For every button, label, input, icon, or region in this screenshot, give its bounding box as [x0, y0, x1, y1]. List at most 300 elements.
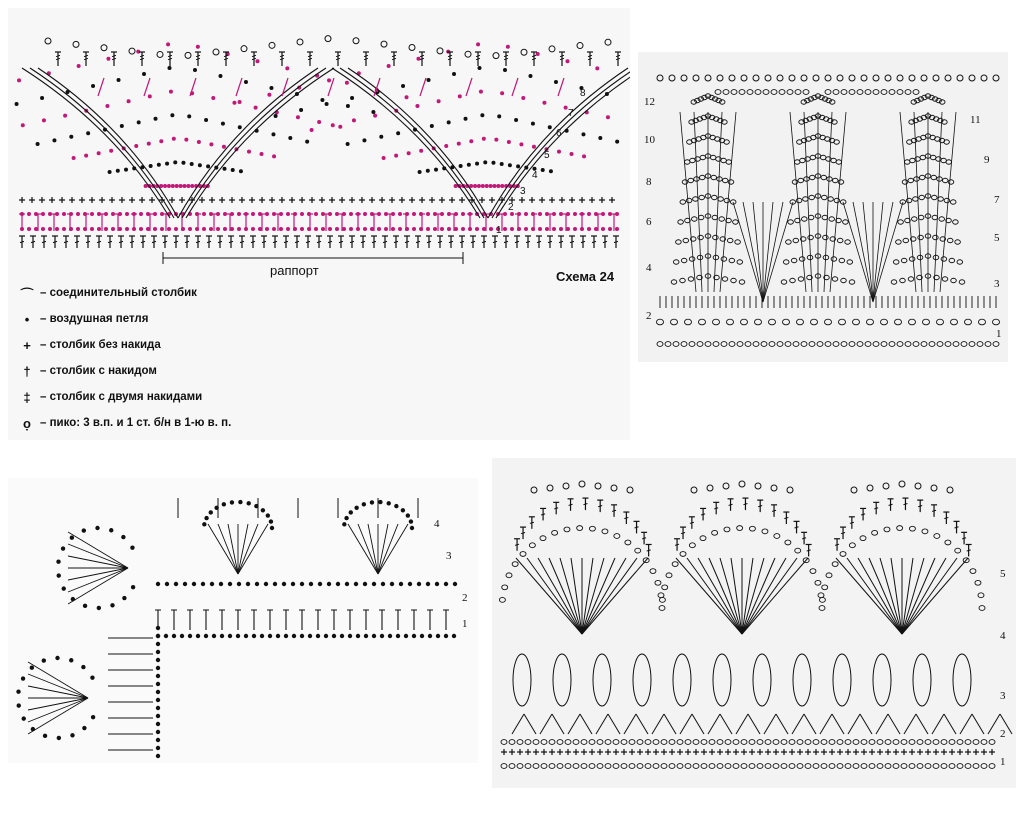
chain-stitch	[917, 740, 923, 745]
chain-stitch	[650, 569, 656, 574]
double-crochet	[460, 241, 464, 242]
chain-stitch	[489, 227, 493, 231]
chain-stitch	[127, 99, 131, 103]
pineapple-rib	[680, 112, 696, 292]
treble-crochet-icon: ‡	[23, 389, 31, 405]
picot	[707, 485, 713, 491]
chain-stitch	[452, 72, 456, 76]
chain-stitch	[516, 164, 520, 168]
chain-stitch	[860, 536, 866, 541]
chain-stitch	[831, 257, 837, 261]
chain-stitch	[552, 227, 556, 231]
chain-stitch	[387, 64, 391, 68]
chain-stitch	[378, 500, 382, 504]
chain-stitch	[125, 212, 129, 216]
double-crochet	[903, 503, 907, 504]
shell-rib	[238, 524, 258, 574]
double-crochet	[624, 517, 628, 518]
double-crochet	[196, 58, 200, 59]
chain-stitch	[933, 235, 939, 239]
chain-stitch	[881, 342, 887, 347]
chain-stitch	[797, 319, 804, 325]
chain-stitch	[657, 342, 663, 347]
chain-stitch	[270, 526, 274, 530]
chain-stitch	[148, 94, 152, 98]
chain-stitch	[409, 519, 413, 523]
chain-stitch	[190, 184, 194, 188]
chain-stitch	[549, 169, 553, 173]
chain-stitch	[809, 342, 815, 347]
chain-stitch	[781, 280, 787, 284]
chain-stitch	[881, 90, 887, 95]
double-crochet	[841, 533, 845, 534]
chain-stitch	[362, 502, 366, 506]
v-stitch	[792, 714, 804, 734]
chain-stitch	[467, 163, 471, 167]
chain-stitch	[16, 689, 20, 693]
chain-stitch	[461, 227, 465, 231]
petal	[913, 654, 931, 706]
chain-stitch	[726, 160, 732, 164]
chain-stitch	[77, 64, 81, 68]
chain-stitch	[20, 212, 24, 216]
chain-stitch	[680, 278, 686, 282]
double-crochet	[350, 241, 354, 242]
fan-rib	[858, 558, 902, 634]
chain-stitch	[721, 257, 727, 261]
chain-stitch	[685, 740, 691, 745]
double-crochet	[541, 514, 545, 515]
chain-stitch	[17, 703, 21, 707]
v-stitch	[776, 714, 788, 734]
chain-stitch	[514, 118, 518, 122]
fan-rib	[742, 558, 786, 634]
shell-rib	[378, 524, 398, 574]
double-crochet	[86, 241, 90, 242]
chain-stitch	[689, 257, 695, 261]
chain-stitch	[435, 582, 439, 586]
chain-stitch	[104, 212, 108, 216]
chain-stitch	[327, 78, 331, 82]
chain-stitch	[475, 162, 479, 166]
chain-stitch	[222, 502, 226, 506]
chain-stitch	[597, 740, 603, 745]
chain-stitch	[436, 634, 440, 638]
chain-stitch	[957, 764, 963, 769]
corner-edging-panel	[8, 478, 478, 763]
chain-stitch	[969, 342, 975, 347]
chain-stitch	[942, 178, 948, 182]
chain-stitch	[36, 142, 40, 146]
double-crochet	[642, 538, 646, 539]
chain-stitch	[602, 529, 608, 534]
shell-rib	[68, 532, 128, 568]
fan-rib	[902, 558, 968, 634]
v-stitch	[860, 714, 872, 734]
chain-stitch	[500, 184, 504, 188]
chain-stitch	[156, 682, 160, 686]
chain-stitch	[761, 342, 767, 347]
chain-stitch	[349, 227, 353, 231]
double-crochet	[361, 241, 365, 242]
double-crochet	[729, 504, 733, 505]
chain-stitch	[139, 212, 143, 216]
chain-stitch	[230, 227, 234, 231]
chain-stitch	[825, 319, 832, 325]
v-stitch	[932, 714, 944, 734]
chain-stitch	[833, 342, 839, 347]
chain-stitch	[363, 227, 367, 231]
picot	[825, 75, 831, 81]
row-number-4: 4	[434, 518, 440, 530]
double-crochet	[140, 58, 144, 59]
chain-stitch	[573, 764, 579, 769]
picot	[849, 75, 855, 81]
chain-stitch	[228, 582, 232, 586]
chain-stitch	[17, 78, 21, 82]
chain-stitch	[693, 740, 699, 745]
chain-stitch	[160, 212, 164, 216]
chain-stitch	[84, 154, 88, 158]
chain-stitch	[483, 160, 487, 164]
scheme-title: Схема 24	[556, 269, 615, 284]
chain-stitch	[387, 501, 391, 505]
double-crochet	[364, 58, 368, 59]
pineapple-rib	[940, 112, 956, 292]
chain-stitch	[837, 764, 843, 769]
chain-stitch	[316, 634, 320, 638]
chain-stitch	[324, 634, 328, 638]
chain-stitch	[733, 220, 739, 224]
chain-stitch	[265, 212, 269, 216]
chain-stitch	[528, 74, 532, 78]
chain-stitch	[937, 342, 943, 347]
petal	[833, 654, 851, 706]
chain-stitch	[938, 197, 944, 201]
chain-stitch	[701, 740, 707, 745]
chain-stitch	[749, 526, 755, 531]
chain-stitch	[381, 582, 385, 586]
chain-stitch	[538, 212, 542, 216]
chain-stitch	[508, 163, 512, 167]
chain-stitch	[219, 582, 223, 586]
chain-stitch	[629, 740, 635, 745]
row-number-mark: 5	[544, 150, 550, 161]
chain-stitch	[989, 740, 995, 745]
chain-stitch	[482, 137, 486, 141]
chain-stitch	[676, 240, 682, 244]
chain-stitch	[269, 86, 273, 90]
fan-rib	[733, 202, 763, 302]
chain-stitch	[755, 90, 761, 95]
chain-stitch-icon: •	[24, 311, 30, 327]
chain-stitch	[70, 733, 74, 737]
chain-stitch	[212, 634, 216, 638]
chain-stitch	[796, 198, 802, 202]
chain-stitch	[164, 634, 168, 638]
chain-stitch	[394, 504, 398, 508]
picot	[777, 75, 783, 81]
chain-stitch	[552, 530, 558, 535]
petal	[673, 654, 691, 706]
picot	[73, 41, 79, 47]
chain-stitch	[959, 280, 965, 284]
chain-stitch	[197, 140, 201, 144]
treble-crochet	[282, 78, 288, 96]
chain-stitch	[349, 212, 353, 216]
chain-stitch	[932, 195, 938, 199]
chain-stitch	[57, 573, 61, 577]
chain-stitch	[447, 120, 451, 124]
picot	[493, 53, 499, 59]
double-crochet	[84, 55, 88, 56]
legend-item	[18, 410, 338, 436]
chain-stitch	[837, 740, 843, 745]
chain-stitch	[356, 212, 360, 216]
chain-stitch	[533, 764, 539, 769]
chain-stitch	[55, 212, 59, 216]
chain-stitch	[885, 740, 891, 745]
chain-stitch	[692, 217, 698, 221]
double-crochet	[280, 58, 284, 59]
chain-stitch	[621, 740, 627, 745]
chain-stitch	[918, 235, 924, 239]
chain-stitch	[909, 764, 915, 769]
chain-stitch	[908, 277, 914, 281]
chain-stitch	[122, 596, 126, 600]
chain-stitch	[901, 740, 907, 745]
chain-stitch	[823, 235, 829, 239]
chain-stitch	[108, 170, 112, 174]
chain-stitch	[700, 536, 706, 541]
chain-stitch	[757, 740, 763, 745]
chain-stitch	[372, 634, 376, 638]
chain-stitch	[922, 529, 928, 534]
row-number-4: 4	[1000, 630, 1006, 642]
chain-stitch	[872, 530, 878, 535]
chain-stitch	[196, 634, 200, 638]
chain-stitch	[447, 212, 451, 216]
chain-stitch	[615, 227, 619, 231]
double-crochet	[526, 241, 530, 242]
chain-stitch	[965, 764, 971, 769]
chain-stitch	[554, 80, 558, 84]
treble-crochet	[98, 78, 104, 96]
chain-stitch	[803, 90, 809, 95]
chain-stitch	[512, 562, 518, 567]
chain-stitch	[917, 764, 923, 769]
treble-crochet	[558, 78, 564, 96]
chain-stitch	[712, 530, 718, 535]
fan-rib	[582, 558, 604, 634]
chain-stitch	[437, 99, 441, 103]
chain-stitch	[72, 156, 76, 160]
chain-stitch	[156, 698, 160, 702]
chain-stitch	[222, 145, 226, 149]
chain-stitch	[485, 184, 489, 188]
chain-stitch	[404, 634, 408, 638]
double-crochet	[392, 55, 396, 56]
chain-stitch	[873, 90, 879, 95]
chain-stitch	[382, 156, 386, 160]
chain-stitch	[447, 227, 451, 231]
chain-stitch	[41, 227, 45, 231]
chain-stitch	[510, 227, 514, 231]
chain-stitch	[973, 764, 979, 769]
chain-stitch	[677, 740, 683, 745]
picot	[353, 38, 359, 44]
scheme-24-panel	[8, 8, 630, 440]
chain-stitch	[216, 227, 220, 231]
picot	[931, 485, 937, 491]
chain-stitch	[459, 164, 463, 168]
chain-stitch	[71, 597, 75, 601]
chain-stitch	[444, 144, 448, 148]
chain-stitch	[56, 559, 60, 563]
chain-stitch	[464, 117, 468, 121]
chain-stitch	[246, 582, 250, 586]
pineapple-rib	[720, 112, 736, 292]
v-stitch	[916, 714, 928, 734]
chain-stitch	[144, 184, 148, 188]
chain-stitch	[27, 227, 31, 231]
chain-stitch	[548, 125, 552, 129]
v-stitch	[876, 714, 888, 734]
chain-stitch	[666, 573, 672, 578]
chain-stitch	[809, 175, 815, 179]
chain-stitch	[697, 342, 703, 347]
chain-stitch	[105, 104, 109, 108]
chain-stitch	[601, 212, 605, 216]
fan-rib	[853, 202, 873, 302]
chain-stitch	[909, 319, 916, 325]
chain-stitch	[156, 582, 160, 586]
double-crochet	[559, 241, 563, 242]
chain-stitch	[251, 212, 255, 216]
chain-stitch	[589, 740, 595, 745]
chain-stitch	[685, 764, 691, 769]
chain-stitch	[945, 540, 951, 545]
chain-stitch	[837, 238, 843, 242]
chain-stitch	[117, 78, 121, 82]
chain-stitch	[156, 754, 160, 758]
chain-stitch	[181, 161, 185, 165]
double-crochet	[554, 508, 558, 509]
chain-stitch	[688, 178, 694, 182]
chain-stitch	[291, 582, 295, 586]
fan-rib	[687, 558, 742, 634]
double-crochet	[339, 241, 343, 242]
chain-stitch	[901, 764, 907, 769]
chain-stitch	[595, 66, 599, 70]
chain-stitch	[427, 78, 431, 82]
chain-stitch	[501, 740, 507, 745]
chain-stitch	[111, 227, 115, 231]
double-crochet	[336, 58, 340, 59]
chain-stitch	[906, 198, 912, 202]
chain-stitch	[517, 740, 523, 745]
chain-stitch	[757, 764, 763, 769]
v-stitch	[568, 714, 580, 734]
chain-stitch	[506, 45, 510, 49]
fan-edging-chart	[492, 458, 1016, 788]
row-number-7: 7	[994, 194, 1000, 206]
double-crochet	[758, 506, 762, 507]
chain-stitch	[532, 145, 536, 149]
chain-stitch	[933, 740, 939, 745]
chain-stitch	[209, 142, 213, 146]
double-crochet	[493, 241, 497, 242]
chain-stitch	[426, 582, 430, 586]
chain-stitch	[156, 666, 160, 670]
double-crochet	[962, 538, 966, 539]
chain-stitch	[388, 634, 392, 638]
chain-stitch	[845, 740, 851, 745]
chain-stitch	[891, 280, 897, 284]
picot	[957, 75, 963, 81]
chain-stitch	[209, 227, 213, 231]
double-crochet	[84, 58, 88, 59]
chain-stitch	[160, 227, 164, 231]
chain-stitch	[577, 526, 583, 531]
fan-rib	[582, 558, 648, 634]
chain-stitch	[853, 764, 859, 769]
chain-stitch	[69, 135, 73, 139]
chain-stitch	[156, 634, 160, 638]
chain-stitch	[798, 277, 804, 281]
chain-stitch	[503, 68, 507, 72]
double-crochet	[75, 241, 79, 242]
chain-stitch	[839, 258, 845, 262]
chain-stitch	[296, 115, 300, 119]
fan-rib	[873, 202, 893, 302]
chain-stitch	[82, 726, 86, 730]
chain-stitch	[321, 227, 325, 231]
chain-stitch	[156, 746, 160, 750]
chain-stitch	[645, 764, 651, 769]
chain-stitch	[62, 227, 66, 231]
chain-stitch	[903, 238, 909, 242]
shell-rib	[238, 524, 268, 574]
chain-stitch	[124, 168, 128, 172]
picot	[739, 481, 745, 487]
row-number-3: 3	[994, 278, 1000, 290]
chain-stitch	[237, 212, 241, 216]
picot	[981, 75, 987, 81]
chain-stitch	[741, 740, 747, 745]
chain-stitch	[221, 122, 225, 126]
petal	[513, 654, 531, 706]
chain-stitch	[188, 227, 192, 231]
chain-stitch	[582, 154, 586, 158]
v-stitch	[512, 714, 524, 734]
chain-stitch	[479, 90, 483, 94]
single-crochet-icon: +	[23, 337, 31, 353]
row-number-11: 11	[970, 114, 981, 126]
double-crochet	[548, 241, 552, 242]
chain-stitch	[881, 319, 888, 325]
chain-stitch	[677, 764, 683, 769]
chain-stitch	[461, 212, 465, 216]
double-crochet	[284, 241, 288, 242]
chain-stitch	[608, 212, 612, 216]
chain-stitch	[977, 342, 983, 347]
chain-stitch	[893, 260, 899, 264]
chain-stitch	[57, 736, 61, 740]
double-crochet	[932, 510, 936, 511]
chain-stitch	[817, 342, 823, 347]
chain-stitch	[187, 114, 191, 118]
